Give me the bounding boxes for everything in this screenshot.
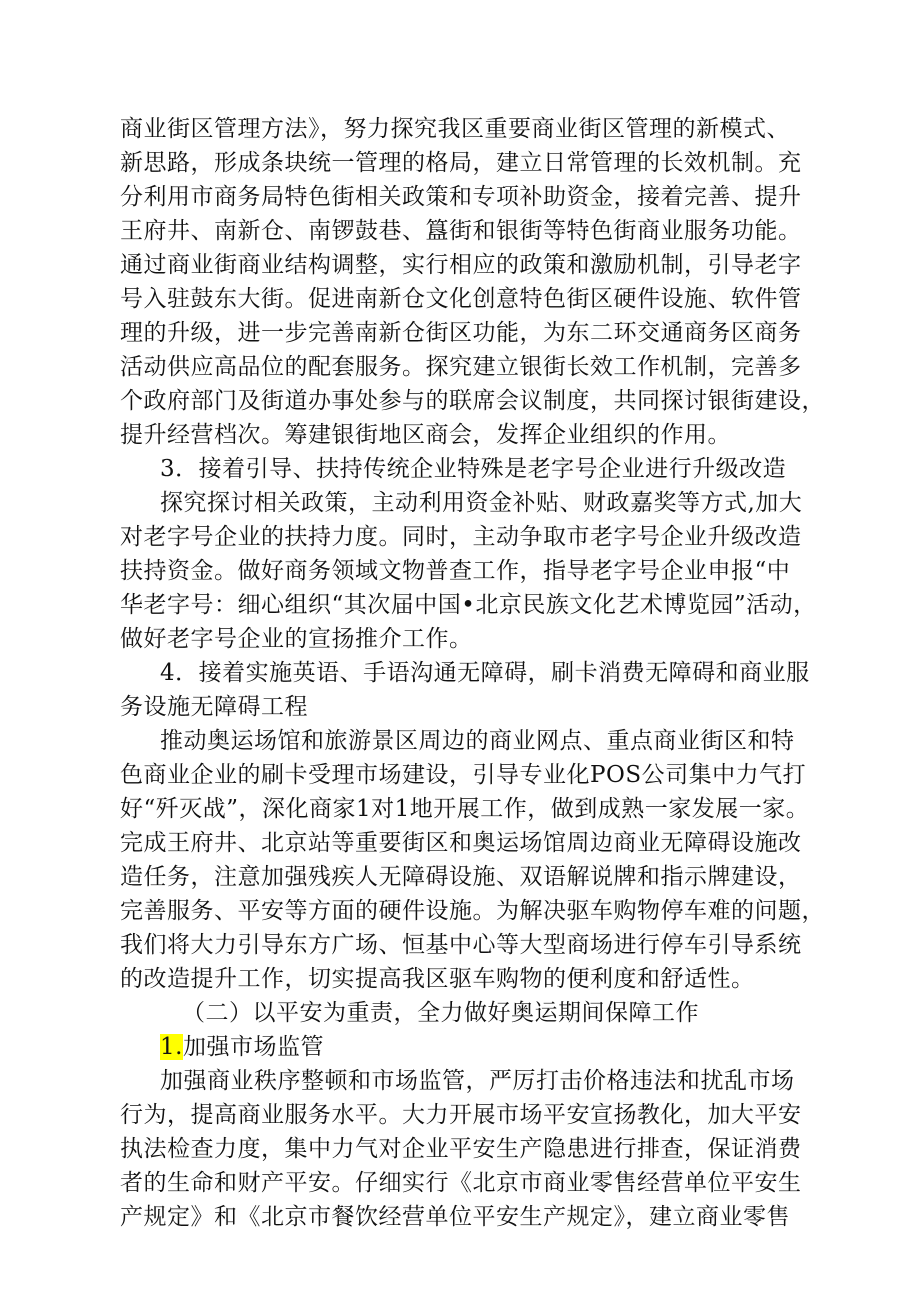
subsection-heading-1	[160, 1030, 840, 1064]
paragraph-line: 对老字号企业的扶持力度。同时，主动争取市老字号企业升级改造	[120, 524, 802, 550]
paragraph-line: 个政府部门及街道办事处参与的联席会议制度，共同探讨银街建设，	[120, 388, 825, 414]
paragraph-line: 完善服务、平安等方面的硬件设施。为解决驱车购物停车难的问题，	[120, 898, 825, 924]
section-heading-4: 4．接着实施英语、手语沟通无障碍，刷卡消费无障碍和商业服	[160, 660, 810, 686]
paragraph-line: 理的升级，进一步完善南新仓街区功能，为东二环交通商务区商务	[120, 320, 802, 346]
paragraph-line: 产规定》和《北京市餐饮经营单位平安生产规定》，建立商业零售	[120, 1204, 790, 1230]
paragraph-line: 色商业企业的刷卡受理市场建设，引导专业化POS公司集中力气打	[120, 762, 807, 788]
highlighted-number: 1.	[160, 1034, 183, 1060]
paragraph-line: 商业街区管理方法》，努力探究我区重要商业街区管理的新模式、	[120, 116, 790, 142]
paragraph-line: 做好老字号企业的宣扬推介工作。	[120, 626, 473, 652]
paragraph-line: 我们将大力引导东方广场、恒基中心等大型商场进行停车引导系统	[120, 932, 802, 958]
paragraph-line: 探究探讨相关政策，主动利用资金补贴、财政嘉奖等方式,加大	[160, 490, 803, 516]
paragraph-line: 活动供应高品位的配套服务。探究建立银街长效工作机制，完善多	[120, 354, 802, 380]
paragraph-line: 者的生命和财产平安。仔细实行《北京市商业零售经营单位平安生	[120, 1170, 802, 1196]
paragraph-line: 王府井、南新仓、南锣鼓巷、簋街和银街等特色街商业服务功能。	[120, 218, 802, 244]
paragraph-line: 通过商业街商业结构调整，实行相应的政策和激励机制，引导老字	[120, 252, 802, 278]
subsection-heading-text: 加强市场监管	[182, 1034, 324, 1060]
section-heading-2: （二）以平安为重责，全力做好奥运期间保障工作	[182, 1000, 699, 1026]
paragraph-line: 完成王府井、北京站等重要街区和奥运场馆周边商业无障碍设施改	[120, 830, 802, 856]
section-heading-4-cont: 务设施无障碍工程	[120, 694, 308, 720]
paragraph-line: 号入驻鼓东大街。促进南新仓文化创意特色街区硬件设施、软件管	[120, 286, 802, 312]
paragraph-line: 行为，提高商业服务水平。大力开展市场平安宣扬教化，加大平安	[120, 1102, 802, 1128]
paragraph-line: 加强商业秩序整顿和市场监管，严厉打击价格违法和扰乱市场	[160, 1068, 795, 1094]
paragraph-line: 执法检查力度，集中力气对企业平安生产隐患进行排查，保证消费	[120, 1136, 802, 1162]
paragraph-line: 分利用市商务局特色街相关政策和专项补助资金，接着完善、提升	[120, 184, 802, 210]
paragraph-line: 提升经营档次。筹建银街地区商会，发挥企业组织的作用。	[120, 422, 731, 448]
paragraph-line: 的改造提升工作，切实提高我区驱车购物的便利度和舒适性。	[120, 966, 755, 992]
paragraph-line: 造任务，注意加强残疾人无障碍设施、双语解说牌和指示牌建设，	[120, 864, 802, 890]
paragraph-line: 好“歼灭战”，深化商家1对1地开展工作，做到成熟一家发展一家。	[120, 796, 810, 822]
section-heading-3: 3．接着引导、扶持传统企业特殊是老字号企业进行升级改造	[160, 456, 787, 482]
paragraph-line: 推动奥运场馆和旅游景区周边的商业网点、重点商业街区和特	[160, 728, 795, 754]
paragraph-line: 新思路，形成条块统一管理的格局，建立日常管理的长效机制。充	[120, 150, 802, 176]
paragraph-line: 华老字号：细心组织“其次届中国•北京民族文化艺术博览园”活动，	[120, 592, 817, 618]
paragraph-line: 扶持资金。做好商务领域文物普查工作，指导老字号企业申报“中	[120, 558, 791, 584]
